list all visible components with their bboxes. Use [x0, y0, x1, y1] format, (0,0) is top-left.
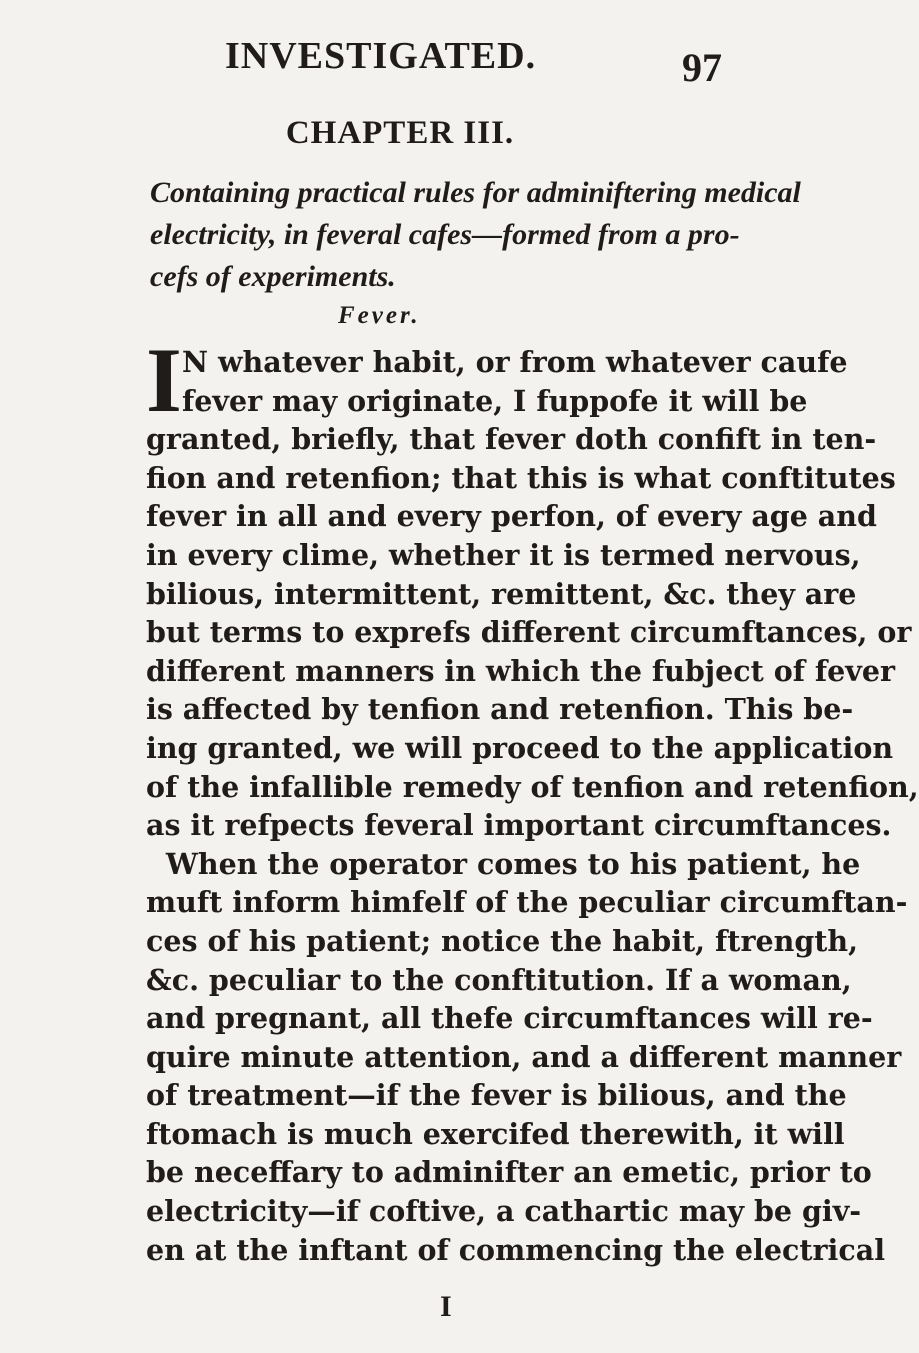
text-line: of the infallible remedy of tenfion and retenfion, — [146, 769, 919, 804]
summary-line: Containing practical rules for adminiftering medical — [150, 176, 801, 209]
text-line: granted, briefly, that fever doth confift in ten- — [146, 422, 877, 457]
text-line: When the operator comes to his patient, he — [146, 846, 861, 881]
text-line: &c. peculiar to the conftitution. If a woman, — [146, 962, 852, 997]
text-line: ing granted, we will proceed to the application — [146, 730, 894, 765]
text-line: ces of his patient; notice the habit, ftrength, — [146, 923, 859, 958]
signature-mark: I — [440, 1290, 452, 1323]
section-heading: Fever. — [338, 302, 421, 329]
text-line: ftomach is much exercifed therewith, it will — [146, 1116, 845, 1151]
text-line: muft inform himfelf of the peculiar circumftan- — [146, 885, 908, 920]
text-line: as it refpects feveral important circumftances. — [146, 808, 892, 843]
text-line: fever may originate, I fuppofe it will be — [182, 383, 808, 418]
summary-line: cefs of experiments. — [150, 260, 396, 293]
text-line: bilious, intermittent, remittent, &c. they are — [146, 576, 857, 611]
text-line: in every clime, whether it is termed nervous, — [146, 537, 861, 572]
text-line: of treatment—if the fever is bilious, and the — [146, 1078, 847, 1113]
chapter-title: CHAPTER III. — [285, 115, 515, 151]
text-line: en at the inftant of commencing the electrical — [146, 1232, 886, 1267]
drop-cap: I — [146, 329, 182, 431]
summary-line: electricity, in feveral cafes—formed from a pro- — [150, 218, 740, 251]
running-title: INVESTIGATED. — [225, 35, 537, 77]
text-line: fion and retenfion; that this is what conftitutes — [146, 460, 896, 495]
text-line: and pregnant, all thefe circumftances will re- — [146, 1001, 873, 1036]
text-line: but terms to exprefs different circumftances, or — [146, 615, 912, 650]
text-line: is affected by tenfion and retenfion. This be- — [146, 692, 854, 727]
running-head — [0, 30, 800, 90]
chapter-summary — [150, 172, 801, 298]
text-line: electricity—if coftive, a cathartic may be giv- — [146, 1194, 862, 1229]
paragraph-lines — [146, 420, 919, 1269]
text-line: be neceffary to adminifter an emetic, prior to — [146, 1155, 872, 1190]
text-line: fever in all and every perfon, of every age and — [146, 499, 877, 534]
page-number: 97 — [682, 45, 722, 90]
text-line: N whatever habit, or from whatever caufe — [182, 345, 848, 379]
text-line: different manners in which the fubject of fever — [146, 653, 895, 688]
body-text — [146, 343, 919, 1269]
text-line: quire minute attention, and a different manner — [146, 1039, 902, 1074]
opening-lines — [146, 343, 848, 420]
